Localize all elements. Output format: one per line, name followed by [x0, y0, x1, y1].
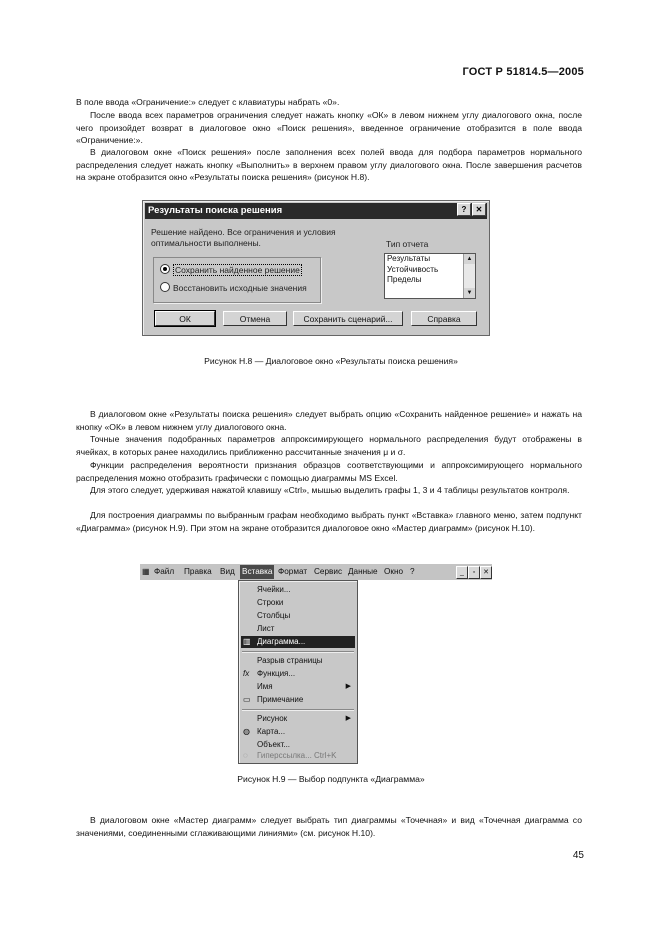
menu-item-columns[interactable]: Столбцы	[257, 611, 291, 620]
page-number: 45	[572, 850, 584, 861]
insert-dropdown	[238, 580, 358, 764]
minimize-icon[interactable]: _	[456, 566, 468, 579]
menu-item-object[interactable]: Объект...	[257, 740, 291, 749]
submenu-arrow-icon: ▶	[345, 715, 351, 722]
paragraph-2: После ввода всех параметров ограничения следует нажать кнопку «ОК» в левом нижнем углу диалогового окна, после чего произойдет возврат в диалоговое окно «Поиск решения», введенное ограничение отобразится в поле ввода «Ограничение:».	[76, 110, 582, 145]
excel-app-icon[interactable]: ▦	[142, 567, 150, 576]
menu-help[interactable]: ?	[410, 567, 415, 576]
menu-tools[interactable]: Сервис	[314, 567, 343, 576]
caption-h8: Рисунок Н.8 — Диалоговое окно «Результаты поиска решения»	[204, 356, 458, 366]
radio-restore-values[interactable]: Восстановить исходные значения	[160, 282, 307, 293]
menu-item-function[interactable]: fx Функция...	[243, 669, 296, 678]
menu-item-hyperlink[interactable]: ◌ Гиперссылка... Ctrl+K	[243, 751, 337, 760]
hyperlink-icon: ◌	[243, 751, 248, 760]
help-button[interactable]: Справка	[411, 311, 477, 326]
paragraph-4: В диалоговом окне «Результаты поиска решения» следует выбрать опцию «Сохранить найденное решение» и нажать на кнопку «ОК» в левом нижнем углу диалогового окна.	[76, 409, 582, 432]
menu-file[interactable]: Файл	[154, 567, 175, 576]
menu-edit[interactable]: Правка	[184, 567, 212, 576]
menu-data[interactable]: Данные	[348, 567, 378, 576]
close-icon[interactable]: ✕	[480, 566, 492, 579]
save-scenario-button[interactable]: Сохранить сценарий...	[293, 311, 403, 326]
paragraph-8: Для построения диаграммы по выбранным графам необходимо выбрать пункт «Вставка» главного меню, затем подпункт «Диаграмма» (рисунок Н.9). При этом на экране отобразится диалоговое окно «Мастер диаграмм» (рисунок Н.10).	[76, 510, 582, 533]
chart-icon: ▥	[243, 637, 251, 646]
radio-selected-icon	[160, 264, 170, 274]
scroll-up-icon[interactable]: ▲	[464, 254, 475, 264]
list-item[interactable]: Результаты	[387, 254, 431, 263]
menu-window[interactable]: Окно	[384, 567, 404, 576]
help-icon[interactable]: ?	[457, 203, 471, 216]
report-type-list[interactable]	[384, 253, 476, 299]
paragraph-6: Функции распределения вероятности признания образцов соответствующими и аппроксимирующего нормального распределения можно отобразить графически с помощью диаграммы MS Excel.	[76, 460, 582, 483]
report-type-label: Тип отчета	[386, 239, 429, 249]
menu-item-comment[interactable]: ▭ Примечание	[243, 695, 304, 704]
menu-item-picture[interactable]: Рисунок ▶	[257, 714, 351, 723]
function-icon: fx	[243, 669, 250, 678]
scroll-down-icon[interactable]: ▼	[464, 288, 475, 298]
menu-separator	[242, 651, 354, 653]
menu-item-page-break[interactable]: Разрыв страницы	[257, 656, 323, 665]
paragraph-9: В диалоговом окне «Мастер диаграмм» следует выбрать тип диаграммы «Точечная» и вид «Точечная диаграмма со значениями, соединенными сглаживающими линиями» (см. рисунок Н.10).	[76, 815, 582, 838]
cancel-button[interactable]: Отмена	[223, 311, 287, 326]
paragraph-3: В диалоговом окне «Поиск решения» после заполнения всех полей ввода для подбора параметров нормального распределения следует нажать кнопку «Выполнить» в верхнем правом углу диалогового окна. После завершения расчетов на экране отобразится окно «Результаты поиска решения» (рисунок Н.8).	[76, 147, 582, 182]
document-id: ГОСТ Р 51814.5—2005	[462, 66, 584, 78]
menu-view[interactable]: Вид	[220, 567, 235, 576]
globe-icon: ◍	[243, 727, 250, 736]
radio-keep-solution[interactable]: Сохранить найденное решение	[160, 264, 302, 275]
options-group	[153, 257, 321, 303]
menu-item-name[interactable]: Имя ▶	[257, 682, 351, 691]
menu-item-map[interactable]: ◍ Карта...	[243, 727, 286, 736]
caption-h9: Рисунок Н.9 — Выбор подпункта «Диаграмма»	[237, 774, 425, 784]
menu-format[interactable]: Формат	[278, 567, 308, 576]
paragraph-1: В поле ввода «Ограничение:» следует с клавиатуры набрать «0».	[76, 97, 340, 107]
submenu-arrow-icon: ▶	[345, 683, 351, 690]
dialog-message: Решение найдено. Все ограничения и условия оптимальности выполнены.	[151, 227, 336, 248]
dialog-title: Результаты поиска решения	[145, 203, 487, 219]
radio-empty-icon	[160, 282, 170, 292]
menu-item-rows[interactable]: Строки	[257, 598, 284, 607]
restore-icon[interactable]: ▫	[468, 566, 480, 579]
menu-item-sheet[interactable]: Лист	[257, 624, 275, 633]
paragraph-5: Точные значения подобранных параметров аппроксимирующего нормального распределения будут отображены в ячейках, в которых ранее находились приближенно рассчитанные значения μ и σ.	[76, 434, 582, 457]
menu-item-cells[interactable]: Ячейки...	[257, 585, 291, 594]
menu-separator	[242, 709, 354, 711]
list-scrollbar[interactable]	[463, 254, 475, 298]
ok-button[interactable]: ОК	[155, 311, 215, 326]
close-icon[interactable]: ✕	[472, 203, 486, 216]
menu-insert[interactable]: Вставка	[240, 565, 274, 579]
excel-menubar	[140, 564, 492, 580]
results-dialog	[142, 200, 490, 336]
menu-item-chart[interactable]: ▥ Диаграмма...	[241, 636, 355, 648]
paragraph-7: Для этого следует, удерживая нажатой клавишу «Ctrl», мышью выделить графы 1, 3 и 4 таблицы результатов контроля.	[90, 485, 570, 495]
list-item[interactable]: Пределы	[387, 275, 422, 284]
comment-icon: ▭	[243, 695, 251, 704]
list-item[interactable]: Устойчивость	[387, 264, 439, 274]
